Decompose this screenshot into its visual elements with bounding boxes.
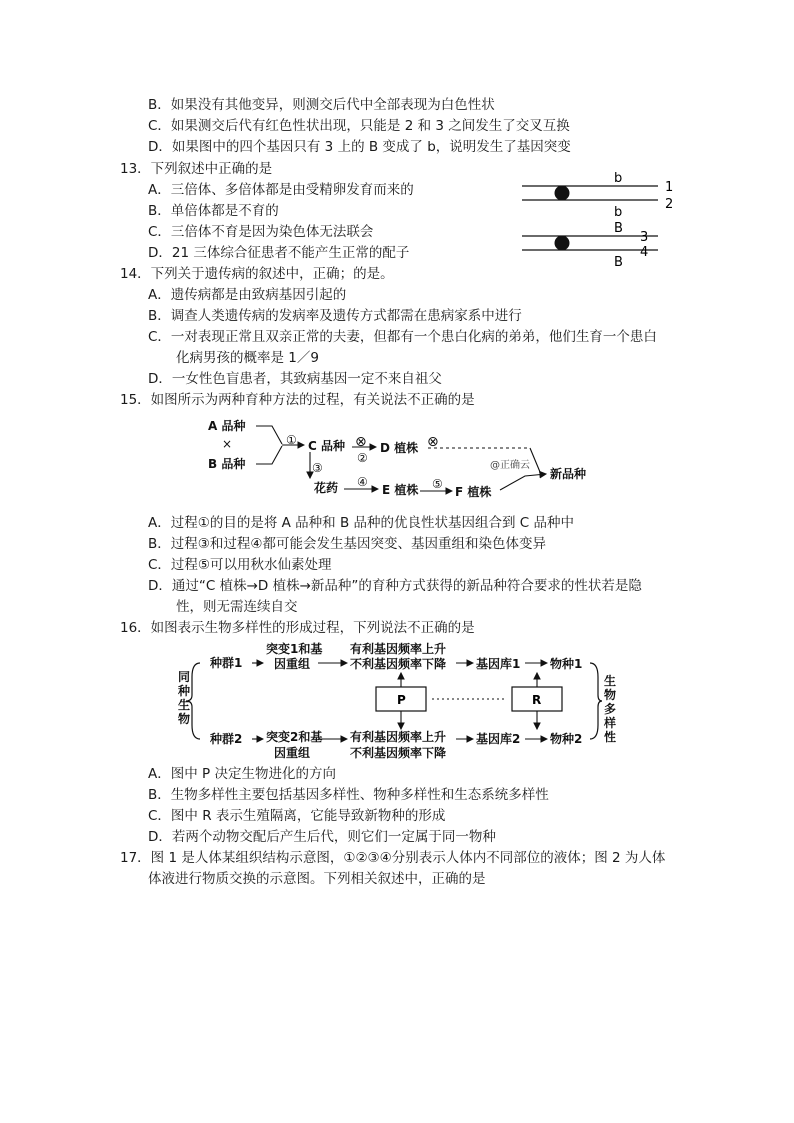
biodiversity-5: 性: [604, 730, 617, 744]
breed-b: B 品种: [208, 457, 246, 471]
same-species-2: 种: [178, 684, 191, 698]
q12-option-d: D．如果图中的四个基因只有 3 上的 B 变成了 b，说明发生了基因突变: [148, 139, 571, 155]
q15-stem: 15．如图所示为两种育种方法的过程，有关说法不正确的是: [120, 392, 475, 408]
chromosome-number-4: 4: [640, 245, 649, 260]
q13-option-b: B．单倍体都是不育的: [148, 203, 279, 219]
p-box-label: P: [397, 693, 406, 707]
biodiversity-2: 物: [604, 688, 617, 702]
breeding-diagram: [200, 414, 620, 506]
anther: 花药: [314, 481, 339, 495]
step-3: ③: [312, 461, 323, 475]
same-species-1: 同: [178, 670, 191, 684]
breed-a: A 品种: [208, 419, 246, 433]
q14-option-a: A．遗传病都是由致病基因引起的: [148, 287, 347, 303]
q13-option-a: A．三倍体、多倍体都是由受精卵发育而来的: [148, 182, 414, 198]
gene-pool-2: 基因库2: [476, 732, 521, 746]
biodiversity-1: 生: [604, 674, 617, 688]
biodiversity-3: 多: [604, 702, 617, 716]
gene-label-B1: B: [614, 221, 623, 236]
chromosome-figure: [510, 166, 680, 270]
q15-option-c: C．过程⑤可以用秋水仙素处理: [148, 557, 332, 573]
r-box-label: R: [532, 693, 542, 707]
q16-option-b: B．生物多样性主要包括基因多样性、物种多样性和生态系统多样性: [148, 787, 549, 803]
q17-stem: 17．图 1 是人体某组织结构示意图，①②③④分别表示人体内不同部位的液体；图 2 为人体: [120, 850, 666, 866]
q14-option-c: C．一对表现正常且双亲正常的夫妻，但都有一个患白化病的弟弟，他们生育一个患白: [148, 329, 657, 345]
q14-option-d: D．一女性色盲患者，其致病基因一定不来自祖父: [148, 371, 442, 387]
q16-option-d: D．若两个动物交配后产生后代，则它们一定属于同一物种: [148, 829, 496, 845]
q15-option-a: A．过程①的目的是将 A 品种和 B 品种的优良性状基因组合到 C 品种中: [148, 515, 575, 531]
population-1: 种群1: [210, 656, 243, 670]
favorable-up-2: 有利基因频率上升: [350, 730, 447, 744]
gene-label-b1: b: [614, 171, 623, 186]
q13-stem: 13．下列叙述中正确的是: [120, 161, 273, 177]
q15-option-b: B．过程③和过程④都可能会发生基因突变、基因重组和染色体变异: [148, 536, 546, 552]
q12-option-b: B．如果没有其他变异，则测交后代中全部表现为白色性状: [148, 97, 495, 113]
same-species-3: 生: [178, 698, 191, 712]
q14-option-b: B．调查人类遗传病的发病率及遗传方式都需在患病家系中进行: [148, 308, 522, 324]
self-cross-icon-1: ⊗: [355, 434, 367, 450]
q12-option-c: C．如果测交后代有红色性状出现，只能是 2 和 3 之间发生了交叉互换: [148, 118, 570, 134]
gene-pool-1: 基因库1: [476, 657, 521, 671]
q15-option-d-cont: 性，则无需连续自交: [176, 599, 298, 615]
c-variety: C 品种: [308, 439, 345, 453]
species-2: 物种2: [550, 732, 583, 746]
gene-label-b2: b: [614, 205, 623, 220]
q16-option-a: A．图中 P 决定生物进化的方向: [148, 766, 336, 782]
mutation-2a: 突变2和基: [266, 730, 323, 744]
step-1: ①: [286, 433, 297, 447]
mutation-1b: 因重组: [274, 657, 311, 671]
q14-stem: 14．下列关于遗传病的叙述中，正确；的是。: [120, 266, 394, 282]
mutation-2b: 因重组: [274, 746, 311, 760]
q17-stem-cont: 体液进行物质交换的示意图。下列相关叙述中，正确的是: [148, 871, 486, 887]
q16-stem: 16．如图表示生物多样性的形成过程，下列说法不正确的是: [120, 620, 475, 636]
chromosome-number-1: 1: [665, 180, 674, 195]
self-cross-icon-2: ⊗: [427, 434, 439, 450]
e-plant: E 植株: [382, 483, 419, 497]
centromere-bottom: [555, 236, 570, 251]
chromosome-number-2: 2: [665, 197, 674, 212]
step-4: ④: [357, 475, 368, 489]
mutation-1a: 突变1和基: [266, 642, 323, 656]
species-1: 物种1: [550, 657, 583, 671]
watermark: @正确云: [490, 460, 530, 471]
same-species-4: 物: [178, 712, 191, 726]
population-2: 种群2: [210, 732, 243, 746]
q15-option-d: D．通过“C 植株→D 植株→新品种”的育种方式获得的新品种符合要求的性状若是隐: [148, 578, 642, 594]
biodiversity-diagram: [170, 637, 620, 763]
centromere-top: [555, 186, 570, 201]
chromosome-number-3: 3: [640, 230, 649, 245]
unfavorable-down-1: 不利基因频率下降: [350, 657, 447, 671]
q13-option-d: D．21 三体综合征患者不能产生正常的配子: [148, 245, 410, 261]
q13-option-c: C．三倍体不育是因为染色体无法联会: [148, 224, 374, 240]
step-5: ⑤: [432, 477, 443, 491]
unfavorable-down-2: 不利基因频率下降: [350, 746, 447, 760]
d-plant: D 植株: [380, 441, 419, 455]
biodiversity-4: 样: [604, 716, 617, 730]
q16-option-c: C．图中 R 表示生殖隔离，它能导致新物种的形成: [148, 808, 446, 824]
favorable-up-1: 有利基因频率上升: [350, 642, 447, 656]
gene-label-B2: B: [614, 255, 623, 270]
new-variety: 新品种: [550, 467, 587, 481]
step-2: ②: [357, 451, 368, 465]
q14-option-c-cont: 化病男孩的概率是 1／9: [176, 350, 319, 366]
breed-cross: ×: [222, 437, 233, 451]
f-plant: F 植株: [455, 485, 492, 499]
